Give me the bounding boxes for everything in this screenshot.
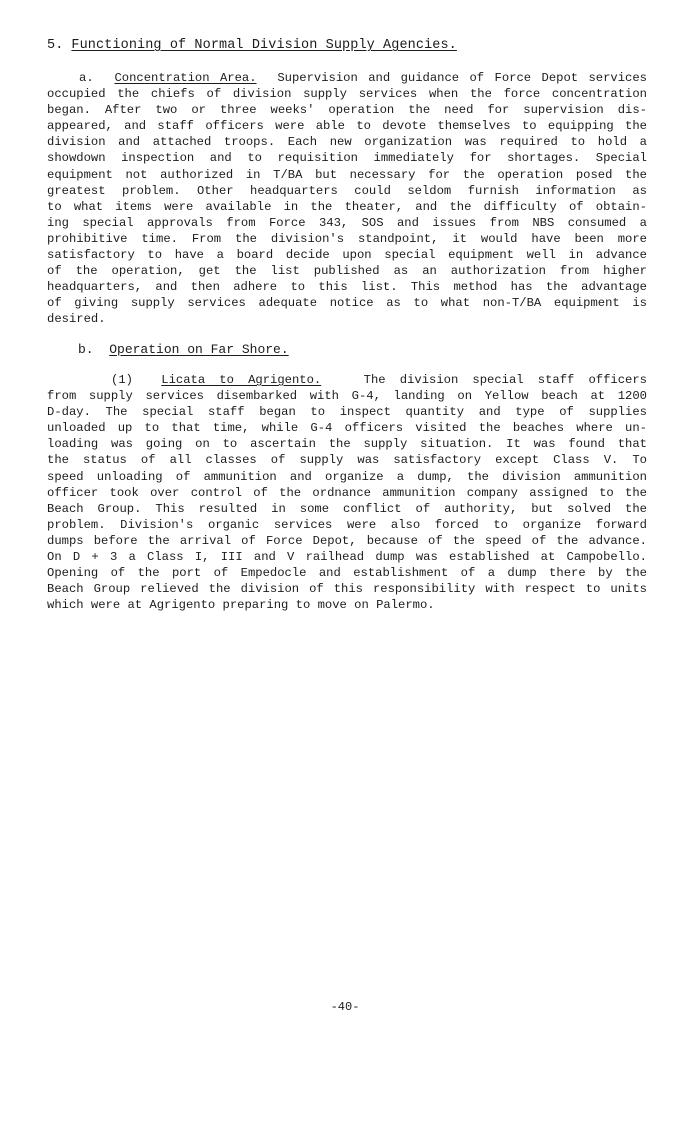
paragraph-line: problem. Division's organic services were also forced to organize forward — [47, 517, 647, 532]
paragraph-line: Beach Group relieved the division of this responsibility with respect to units — [47, 582, 647, 597]
paragraph-label: Licata to Agrigento. — [161, 373, 322, 387]
paragraph-line: (1) Licata to Agrigento. The division special staff officers — [111, 373, 647, 387]
paragraph-line: dumps before the arrival of Force Depot, because of the speed of the advance. — [47, 533, 647, 548]
paragraph-licata-to-agrigento — [47, 372, 647, 613]
paragraph-line: of giving supply services adequate notice as to what non-T/BA equipment is — [47, 296, 647, 311]
section-heading — [47, 38, 457, 53]
paragraph-line: a. Concentration Area. Supervision and guidance of Force Depot services — [79, 71, 647, 85]
page-number: -40- — [330, 1000, 360, 1014]
paragraph-line: headquarters, and then adhere to this list. This method has the advantage — [47, 280, 647, 295]
paragraph-line: to what items were available in the theater, and the difficulty of obtain- — [47, 199, 647, 214]
paragraph-line: occupied the chiefs of division supply services when the force concentration — [47, 87, 647, 102]
paragraph-marker: (1) — [111, 373, 133, 387]
paragraph-line: began. After two or three weeks' operation the need for supervision dis- — [47, 103, 647, 118]
paragraph-line: satisfactory to have a board decide upon special equipment well in advance — [47, 248, 647, 263]
paragraph-line: of the operation, get the list published as an authorization from higher — [47, 264, 647, 279]
paragraph-line: On D + 3 a Class I, III and V railhead dump was established at Campobello. — [47, 550, 647, 565]
paragraph-line: prohibitive time. From the division's standpoint, it would have been more — [47, 231, 647, 246]
paragraph-line: speed unloading of ammunition and organize a dump, the division ammunition — [47, 469, 647, 484]
paragraph-line: which were at Agrigento preparing to move on Palermo. — [47, 598, 435, 613]
paragraph-line: officer took over control of the ordnance ammunition company assigned to the — [47, 485, 647, 500]
paragraph-line: the status of all classes of supply was satisfactory except Class V. To — [47, 453, 647, 468]
paragraph-line: from supply services disembarked with G-4, landing on Yellow beach at 1200 — [47, 389, 647, 404]
paragraph-label: Concentration Area. — [114, 71, 257, 85]
paragraph-line: equipment not authorized in T/BA but necessary for the operation posed the — [47, 167, 647, 182]
paragraph-marker: a. — [79, 71, 94, 85]
subsection-marker: b. — [78, 342, 94, 357]
paragraph-line: appeared, and staff officers were able to devote themselves to equipping the — [47, 119, 647, 134]
paragraph-line: ing special approvals from Force 343, SOS and issues from NBS consumed a — [47, 215, 647, 230]
paragraph-line: unloaded up to that time, while G-4 officers visited the beaches where un- — [47, 421, 647, 436]
paragraph-line: D-day. The special staff began to inspect quantity and type of supplies — [47, 405, 647, 420]
paragraph-line: Opening of the port of Empedocle and establishment of a dump there by the — [47, 566, 647, 581]
section-number: 5. — [47, 38, 64, 53]
paragraph-line: division and attached troops. Each new organization was required to hold a — [47, 135, 647, 150]
paragraph-line: showdown inspection and to requisition immediately for shortages. Special — [47, 151, 647, 166]
paragraph-line: desired. — [47, 312, 106, 327]
paragraph-concentration-area — [47, 70, 647, 328]
paragraph-line: loading was going on to ascertain the supply situation. It was found that — [47, 437, 647, 452]
paragraph-line: Beach Group. This resulted in some conflict of authority, but solved the — [47, 501, 647, 516]
subsection-title: Operation on Far Shore. — [109, 342, 289, 357]
subsection-heading — [78, 342, 289, 357]
section-title: Functioning of Normal Division Supply Agencies. — [71, 38, 457, 53]
paragraph-line: greatest problem. Other headquarters could seldom furnish information as — [47, 183, 647, 198]
